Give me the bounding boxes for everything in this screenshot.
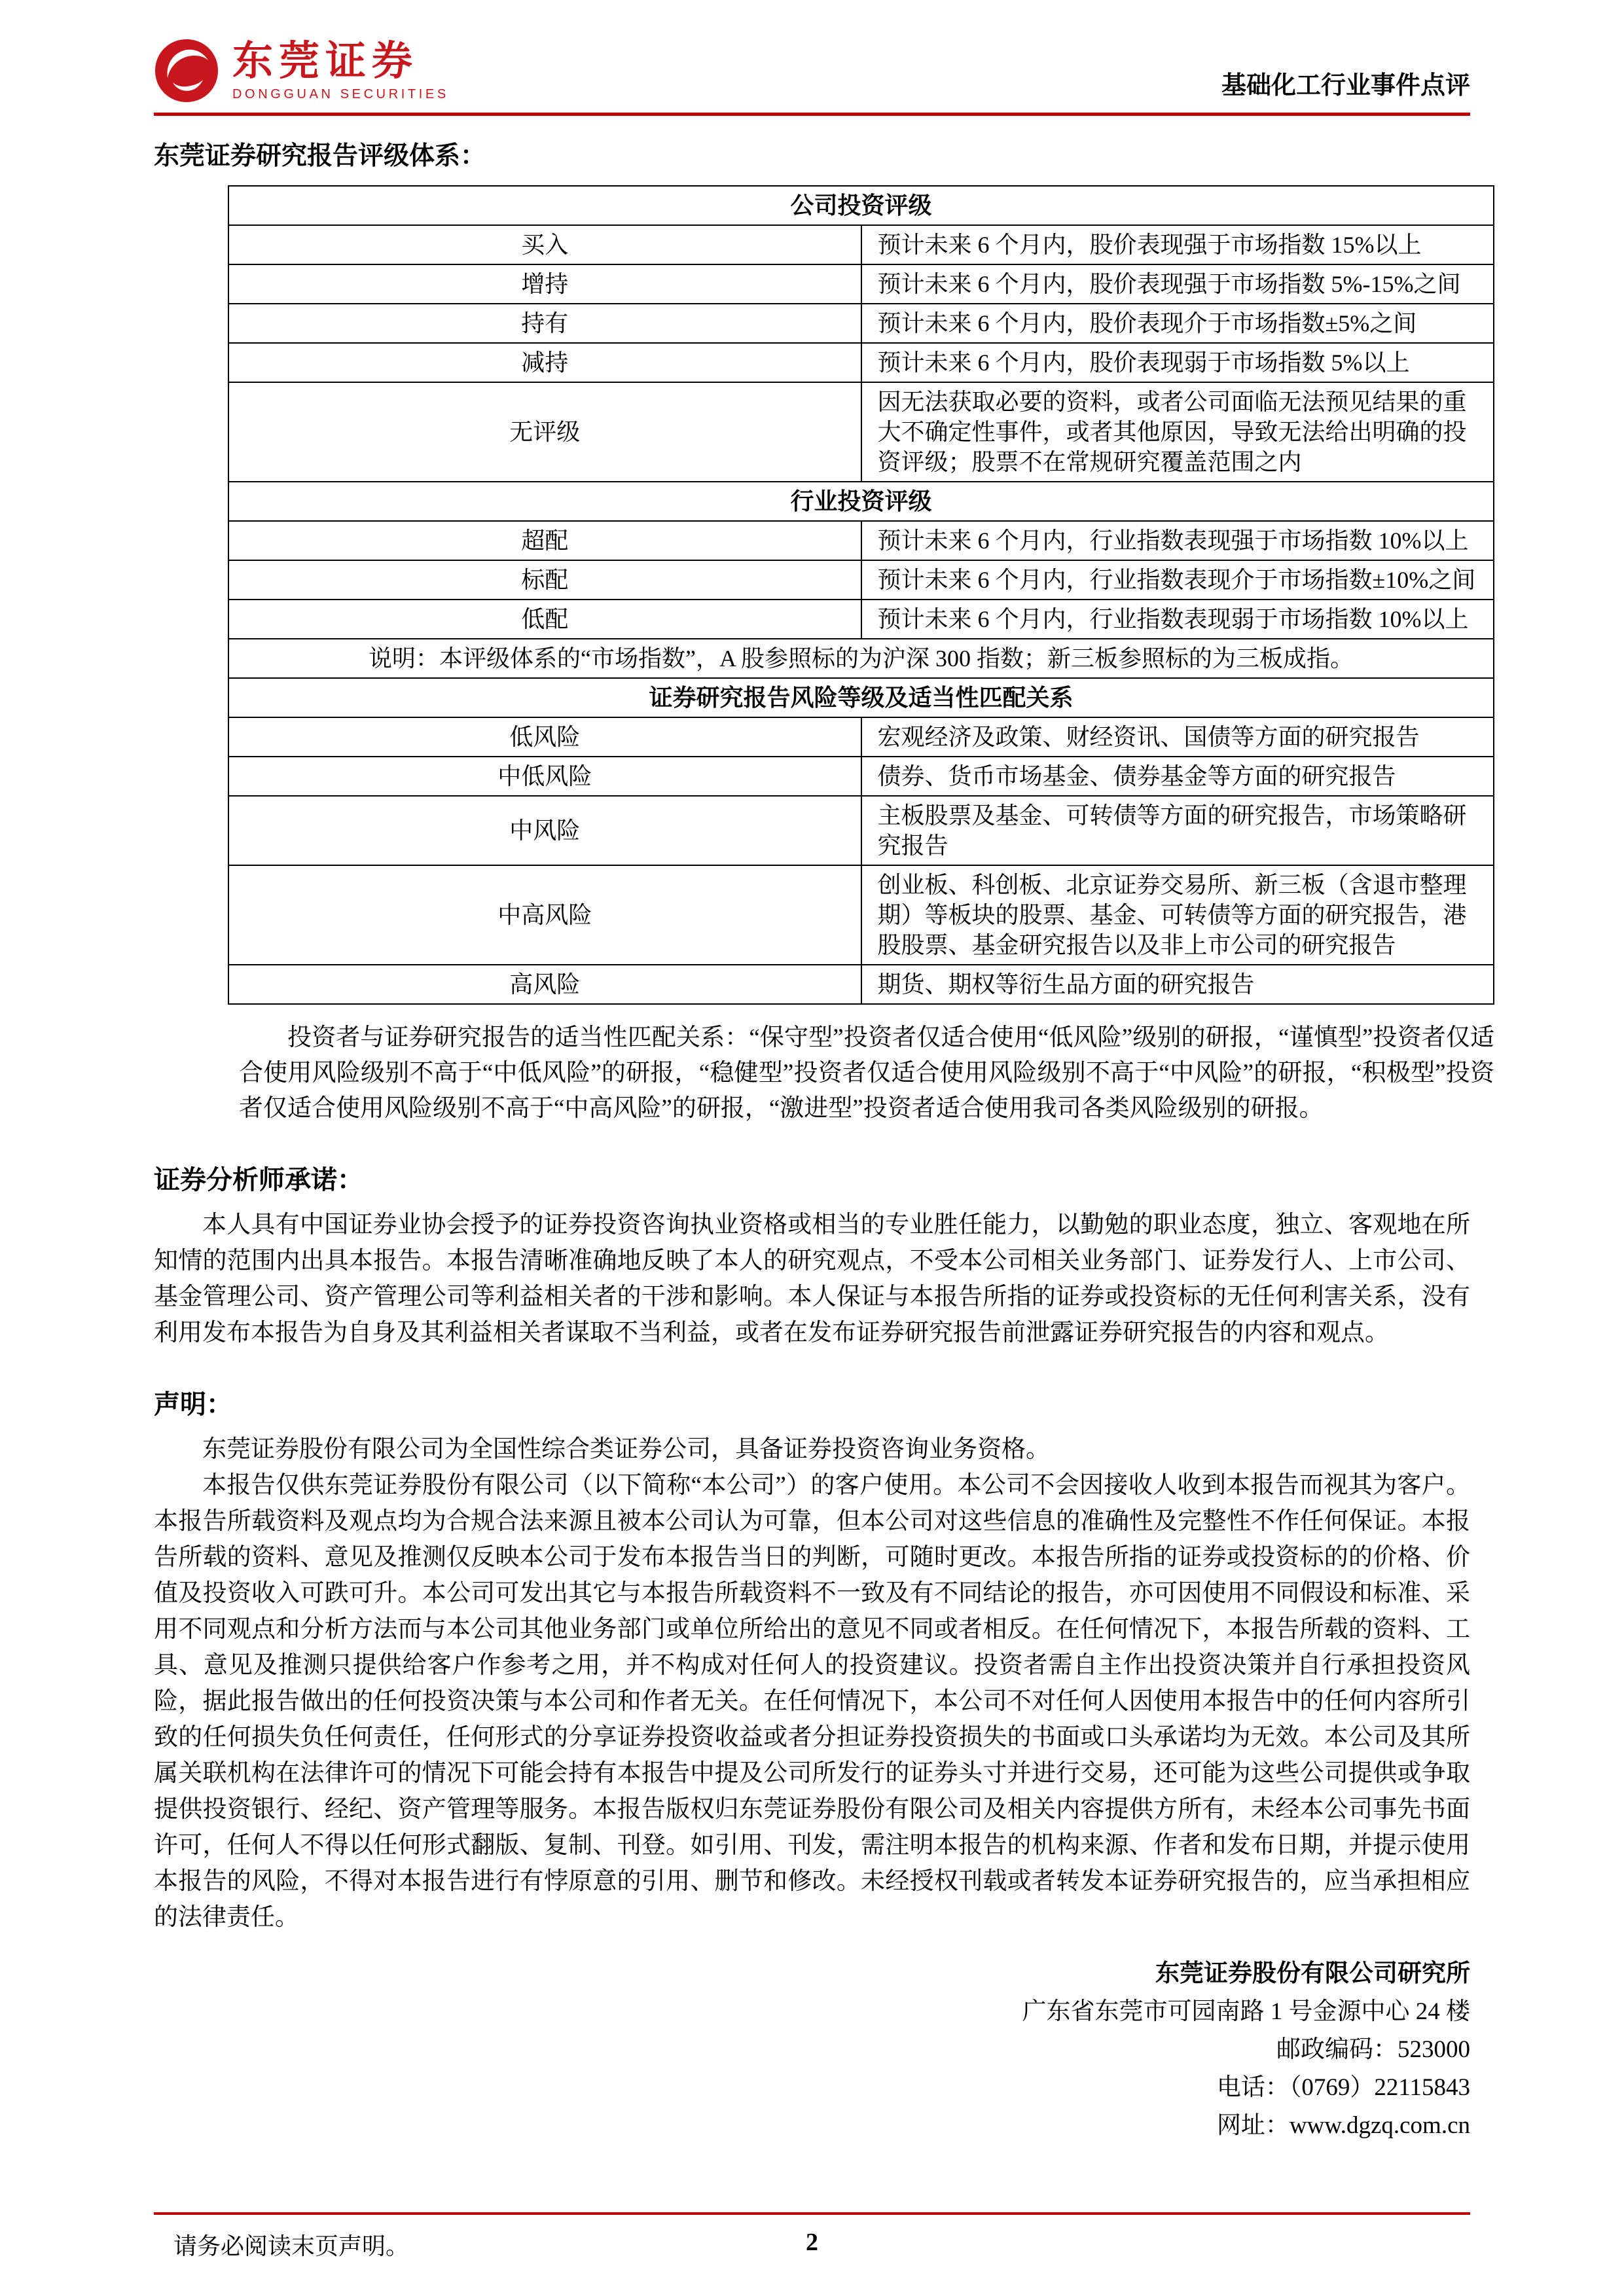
institute-phone: 电话：（0769）22115843: [1216, 2074, 1470, 2101]
rating-label-cell: 持有: [228, 304, 861, 343]
header-rule: [154, 113, 1470, 116]
rating-label-cell: 买入: [228, 225, 861, 264]
rating-label-cell: 无评级: [228, 382, 861, 482]
footer-notice: 请务必阅读末页声明。: [173, 2233, 410, 2259]
table-row: [228, 796, 1494, 865]
disclaimer-heading: 声明：: [154, 1390, 232, 1419]
rating-label-cell: 超配: [228, 521, 861, 560]
table-row: [228, 560, 1494, 600]
table-section-header: [228, 482, 1494, 521]
logo-text: [232, 39, 449, 102]
page-number: 2: [806, 2229, 818, 2256]
analyst-pledge-heading: 证券分析师承诺：: [154, 1165, 363, 1194]
risk-desc-cell: 主板股票及基金、可转债等方面的研究报告，市场策略研究报告: [861, 796, 1494, 865]
research-institute-block: [154, 1955, 1470, 2145]
risk-desc-cell: 宏观经济及政策、财经资讯、国债等方面的研究报告: [861, 717, 1494, 757]
page-header: [154, 38, 1470, 113]
rating-desc-cell: 预计未来 6 个月内，行业指数表现弱于市场指数 10%以上: [861, 600, 1494, 639]
rating-desc-cell: 因无法获取必要的资料，或者公司面临无法预见结果的重大不确定性事件，或者其他原因，导致无法给出明确的投资评级；股票不在常规研究覆盖范围之内: [861, 382, 1494, 482]
table-row: [228, 757, 1494, 796]
table-row: [228, 304, 1494, 343]
company-rating-header: 公司投资评级: [228, 186, 1494, 225]
risk-desc-cell: 债券、货币市场基金、债券基金等方面的研究报告: [861, 757, 1494, 796]
table-note-row: [228, 639, 1494, 678]
rating-label-cell: 标配: [228, 560, 861, 600]
table-section-header: [228, 186, 1494, 225]
industry-rating-header: 行业投资评级: [228, 482, 1494, 521]
disclaimer-paragraph-2: 本报告仅供东莞证券股份有限公司（以下简称“本公司”）的客户使用。本公司不会因接收人收到本报告而视其为客户。本报告所载资料及观点均为合规合法来源且被本公司认为可靠，但本公司对这些信息的准确性及完整性不作任何保证。本报告所载的资料、意见及推测仅反映本公司于发布本报告当日的判断，可随时更改。本报告所指的证券或投资标的的价格、价值及投资收入可跌可升。本公司可发出其它与本报告所载资料不一致及有不同结论的报告，亦可因使用不同假设和标准、采用不同观点和分析方法而与本公司其他业务部门或单位所给出的意见不同或者相反。在任何情况下，本报告所载的资料、工具、意见及推测只提供给客户作参考之用，并不构成对任何人的投资建议。投资者需自主作出投资决策并自行承担投资风险，据此报告做出的任何投资决策与本公司和作者无关。在任何情况下，本公司不对任何人因使用本报告中的任何内容所引致的任何损失负任何责任，任何形式的分享证券投资收益或者分担证券投资损失的书面或口头承诺均为无效。本公司及其所属关联机构在法律许可的情况下可能会持有本报告中提及公司所发行的证券头寸并进行交易，还可能为这些公司提供或争取提供投资银行、经纪、资产管理等服务。本报告版权归东莞证券股份有限公司及相关内容提供方所有，未经本公司事先书面许可，任何人不得以任何形式翻版、复制、刊登。如引用、刊发，需注明本报告的机构来源、作者和发布日期，并提示使用本报告的风险，不得对本报告进行有悖原意的引用、删节和修改。未经授权刊载或者转发本证券研究报告的，应当承担相应的法律责任。: [154, 1472, 1470, 1931]
logo-company-name: 东莞证券: [232, 39, 419, 84]
institute-postal-code: 邮政编码：523000: [1276, 2036, 1470, 2063]
table-row: [228, 521, 1494, 560]
table-row: [228, 343, 1494, 382]
rating-desc-cell: 预计未来 6 个月内，股价表现介于市场指数±5%之间: [861, 304, 1494, 343]
rating-desc-cell: 预计未来 6 个月内，行业指数表现强于市场指数 10%以上: [861, 521, 1494, 560]
logo-seal-icon: [154, 38, 219, 103]
table-row: [228, 382, 1494, 482]
table-row: [228, 264, 1494, 304]
risk-label-cell: 中风险: [228, 796, 861, 865]
footer-rule: [154, 2212, 1470, 2215]
risk-desc-cell: 创业板、科创板、北京证券交易所、新三板（含退市整理期）等板块的股票、基金、可转债等方面的研究报告，港股股票、基金研究报告以及非上市公司的研究报告: [861, 865, 1494, 965]
institute-website: 网址：www.dgzq.com.cn: [1216, 2112, 1470, 2139]
rating-desc-cell: 预计未来 6 个月内，股价表现强于市场指数 15%以上: [861, 225, 1494, 264]
table-row: [228, 717, 1494, 757]
rating-label-cell: 增持: [228, 264, 861, 304]
rating-label-cell: 减持: [228, 343, 861, 382]
rating-label-cell: 低配: [228, 600, 861, 639]
rating-desc-cell: 预计未来 6 个月内，股价表现弱于市场指数 5%以上: [861, 343, 1494, 382]
rating-note: 说明：本评级体系的“市场指数”，A 股参照标的为沪深 300 指数；新三板参照标的为三板成指。: [228, 639, 1494, 678]
rating-table: [228, 185, 1494, 1005]
table-row: [228, 225, 1494, 264]
logo-company-name-en: DONGGUAN SECURITIES: [232, 87, 449, 102]
risk-label-cell: 中低风险: [228, 757, 861, 796]
institute-name: 东莞证券股份有限公司研究所: [1155, 1960, 1470, 1987]
rating-desc-cell: 预计未来 6 个月内，行业指数表现介于市场指数±10%之间: [861, 560, 1494, 600]
institute-address: 广东省东莞市可园南路 1 号金源中心 24 楼: [1022, 1998, 1470, 2025]
disclaimer-paragraph-1: 东莞证券股份有限公司为全国性综合类证券公司，具备证券投资咨询业务资格。: [202, 1436, 1050, 1463]
analyst-pledge-paragraph: 本人具有中国证券业协会授予的证券投资咨询执业资格或相当的专业胜任能力，以勤勉的职业态度，独立、客观地在所知情的范围内出具本报告。本报告清晰准确地反映了本人的研究观点，不受本公司相关业务部门、证券发行人、上市公司、基金管理公司、资产管理公司等利益相关者的干涉和影响。本人保证与本报告所指的证券或投资标的无任何利害关系，没有利用发布本报告为自身及其利益相关者谋取不当利益，或者在发布证券研究报告前泄露证券研究报告的内容和观点。: [154, 1211, 1470, 1346]
rating-desc-cell: 预计未来 6 个月内，股价表现强于市场指数 5%-15%之间: [861, 264, 1494, 304]
footer-row: [154, 2228, 1470, 2261]
table-row: [228, 965, 1494, 1004]
suitability-paragraph: 投资者与证券研究报告的适当性匹配关系：“保守型”投资者仅适合使用“低风险”级别的研报，“谨慎型”投资者仅适合使用风险级别不高于“中低风险”的研报，“稳健型”投资者仅适合使用风险级别不高于“中风险”的研报，“积极型”投资者仅适合使用风险级别不高于“中高风险”的研报，“激进型”投资者适合使用我司各类风险级别的研报。: [239, 1024, 1494, 1122]
table-section-header: [228, 678, 1494, 717]
risk-desc-cell: 期货、期权等衍生品方面的研究报告: [861, 965, 1494, 1004]
table-row: [228, 865, 1494, 965]
risk-label-cell: 低风险: [228, 717, 861, 757]
table-row: [228, 600, 1494, 639]
rating-system-title: 东莞证券研究报告评级体系：: [154, 142, 486, 170]
company-logo: [154, 38, 449, 103]
risk-label-cell: 高风险: [228, 965, 861, 1004]
page-footer: [154, 2212, 1470, 2261]
report-category: 基础化工行业事件点评: [1221, 72, 1470, 99]
risk-label-cell: 中高风险: [228, 865, 861, 965]
risk-level-header: 证券研究报告风险等级及适当性匹配关系: [228, 678, 1494, 717]
